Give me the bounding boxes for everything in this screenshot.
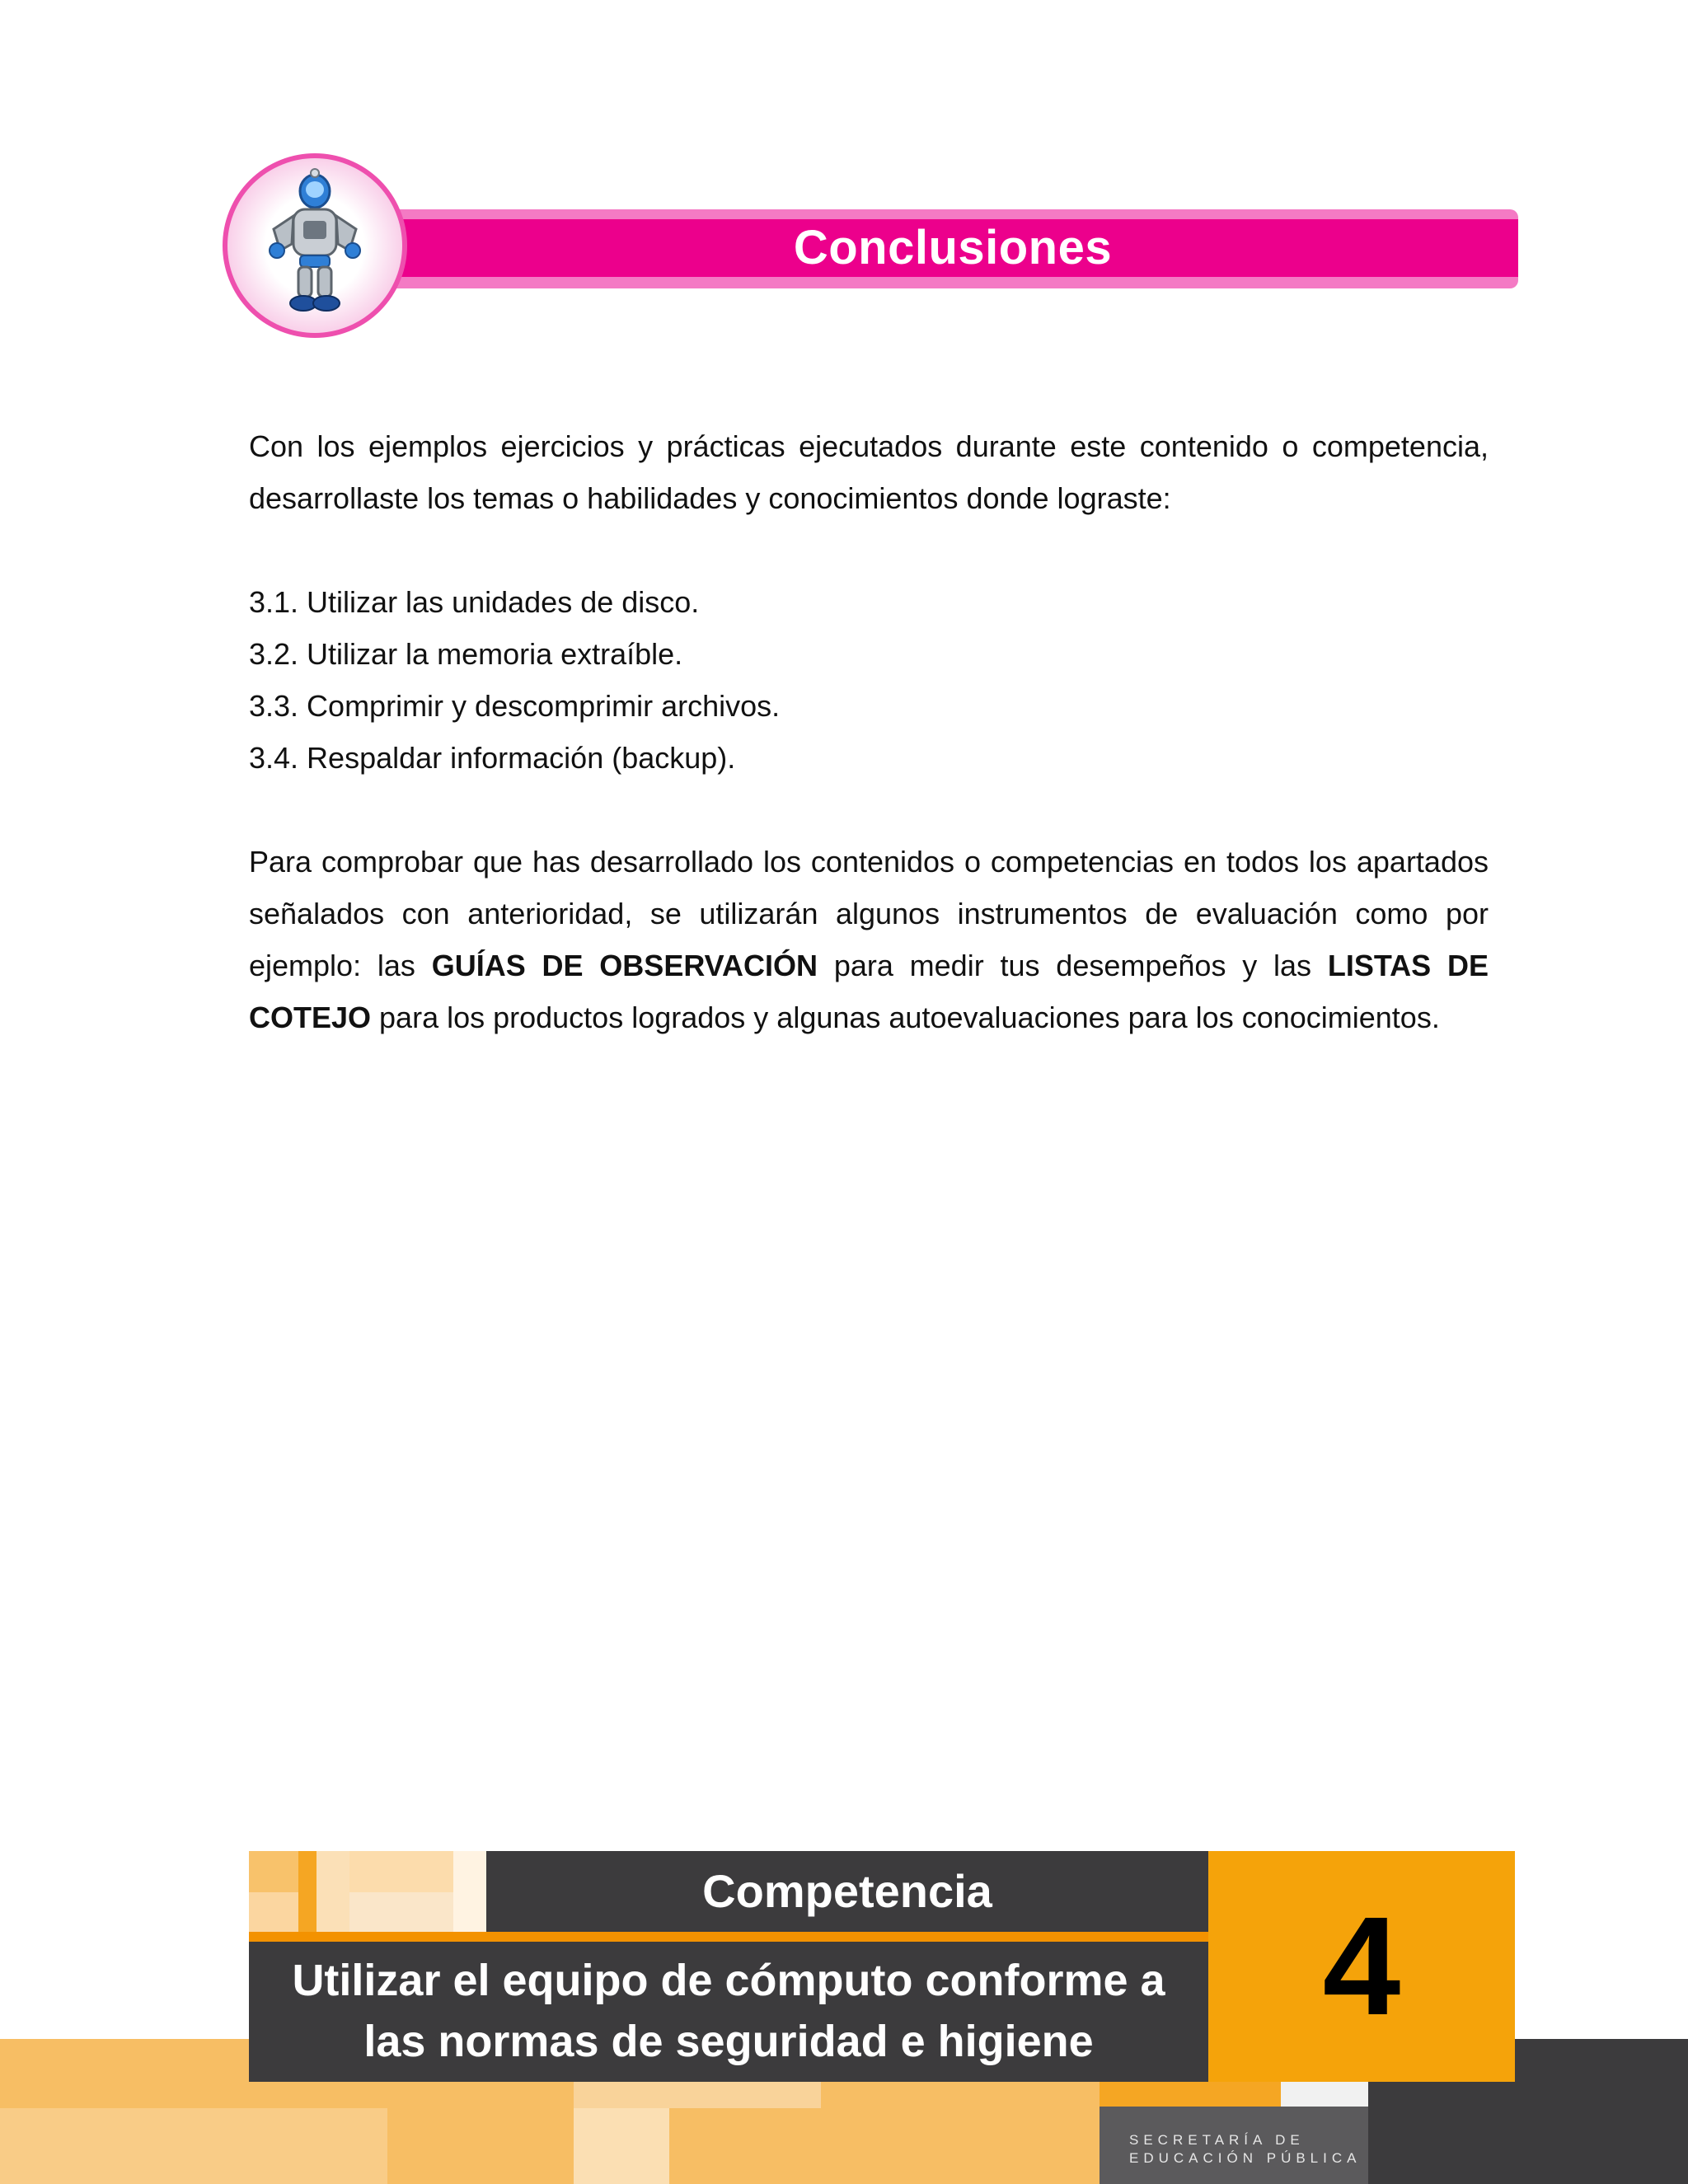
conclusions-body — [249, 420, 1489, 1043]
mosaic-tile — [349, 1851, 453, 1892]
competencia-title — [249, 1942, 1208, 2082]
sep-label — [1129, 2131, 1376, 2168]
robot-mascot-icon — [227, 158, 402, 333]
page-footer — [0, 1851, 1688, 2184]
evaluation-text-3: para los productos logrados y algunas autoevaluaciones para los conocimientos. — [371, 1001, 1440, 1034]
section-header — [223, 153, 1518, 343]
mosaic-tile — [298, 1851, 316, 1933]
mosaic-tile — [249, 1851, 298, 1892]
competencia-title-line-2: las normas de seguridad e higiene — [363, 2017, 1094, 2066]
footer-band-block — [0, 2108, 387, 2184]
competencia-divider — [249, 1932, 1208, 1942]
evaluation-text-2: para medir tus desempeños y las — [818, 949, 1328, 982]
mosaic-tile — [349, 1892, 453, 1933]
checklists-label: LISTAS DE COTEJO — [249, 949, 1489, 1034]
mosaic-tile — [316, 1851, 349, 1933]
evaluation-paragraph — [249, 836, 1489, 1043]
mosaic-tile — [453, 1851, 486, 1933]
competencia-title-line-1: Utilizar el equipo de cómputo conforme a — [292, 1956, 1165, 2005]
list-item: 3.1. Utilizar las unidades de disco. — [249, 585, 700, 619]
objectives-list — [249, 576, 1489, 784]
sep-label-line-2: EDUCACIÓN PÚBLICA — [1129, 2150, 1362, 2166]
list-item: 3.3. Comprimir y descomprimir archivos. — [249, 689, 781, 723]
sep-label-line-1: SECRETARÍA DE — [1129, 2132, 1305, 2148]
list-item: 3.2. Utilizar la memoria extraíble. — [249, 637, 683, 671]
evaluation-text-1: Para comprobar que has desarrollado los contenidos o competencias en todos los apartados señalados con anterioridad, se utilizarán algunos instrumentos de evaluación como por ejemplo: las — [249, 845, 1489, 982]
footer-band-block — [574, 2108, 669, 2184]
observation-guides-label: GUÍAS DE OBSERVACIÓN — [431, 949, 818, 982]
intro-paragraph: Con los ejemplos ejercicios y prácticas ejecutados durante este contenido o competencia, desarrollaste los temas o habilidades y conocimientos donde lograste: — [249, 429, 1489, 515]
competencia-number: 4 — [1208, 1851, 1515, 2082]
competencia-label: Competencia — [486, 1851, 1208, 1932]
mascot-badge — [223, 153, 407, 338]
list-item: 3.4. Respaldar información (backup). — [249, 741, 736, 775]
section-title: Conclusiones — [793, 221, 1113, 274]
